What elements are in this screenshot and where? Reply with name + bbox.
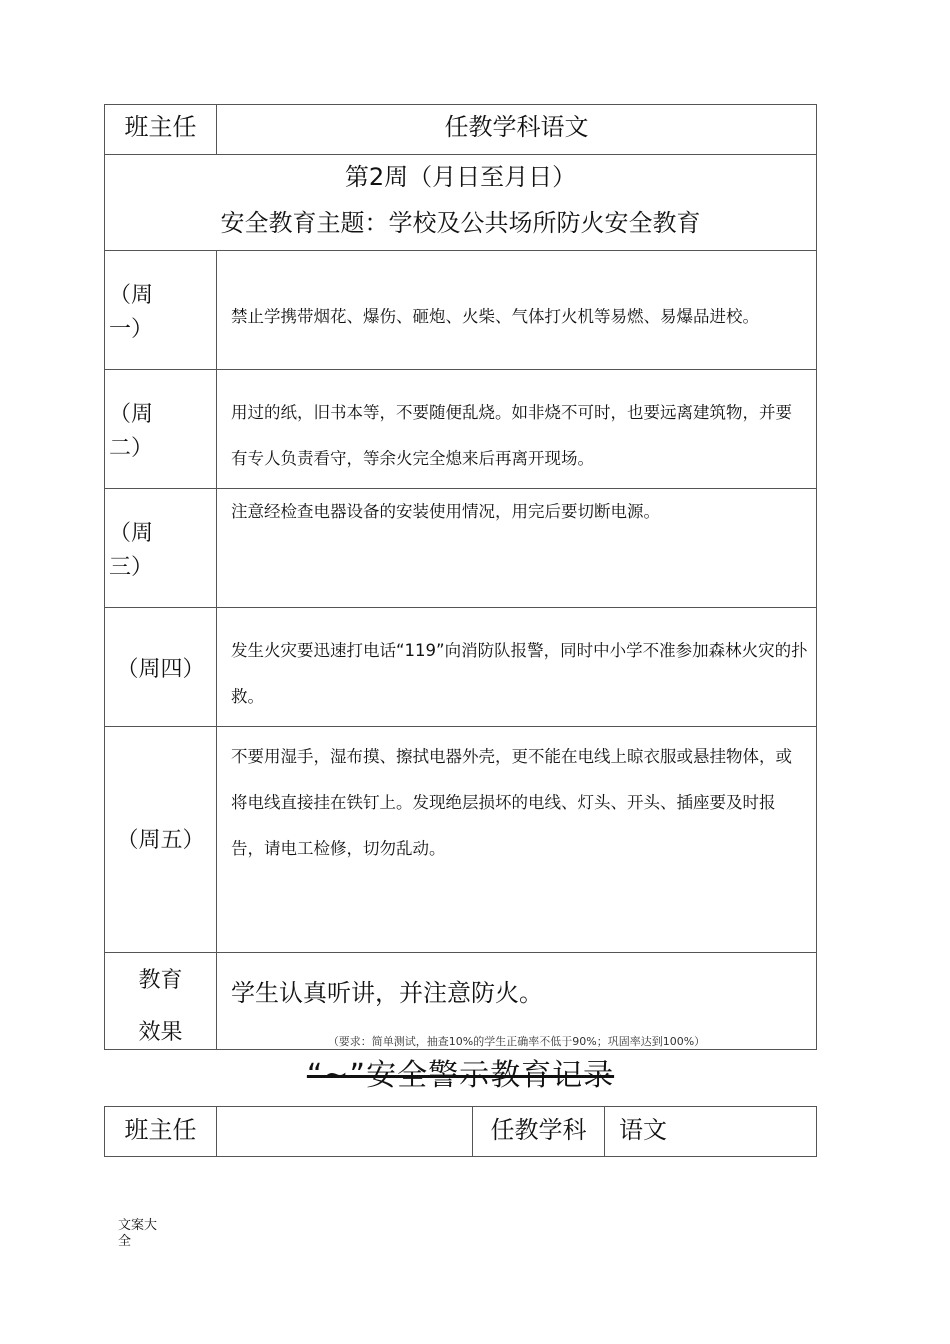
week-row	[105, 155, 816, 251]
day-content: 发生火灾要迅速打电话“119”向消防队报警，同时中小学不准参加森林火灾的扑救。	[231, 641, 808, 706]
effect-content: 学生认真听讲，并注意防火。	[231, 979, 543, 1007]
footer-line-1: 文案大	[118, 1218, 158, 1233]
record-heading: “~”安全警示教育记录	[306, 1058, 615, 1093]
effect-row	[105, 953, 816, 1049]
day-row-thu	[105, 608, 816, 727]
footer-line-2: 全	[118, 1234, 132, 1249]
footer-text	[118, 1218, 157, 1250]
safety-theme: 安全教育主题：学校及公共场所防火安全教育	[220, 209, 701, 237]
day-label: （周四）	[116, 657, 205, 682]
day-row-fri	[105, 727, 816, 953]
effect-label-line2: 效果	[138, 1020, 183, 1045]
day-content: 禁止学携带烟花、爆伤、砸炮、火柴、气体打火机等易燃、易爆品进校。	[231, 307, 759, 326]
subject-label: 任教学科	[490, 1116, 587, 1144]
second-table	[104, 1106, 817, 1157]
teacher-label: 班主任	[124, 113, 197, 141]
day-content: 不要用湿手，湿布摸、擦拭电器外壳，更不能在电线上晾衣服或悬挂物体，或将电线直接挂在铁钉上。发现绝层损坏的电线、灯头、开头、插座要及时报告，请电工检修，切勿乱动。	[231, 747, 792, 858]
effect-label-line1: 教育	[138, 968, 183, 993]
day-content: 用过的纸，旧书本等，不要随便乱烧。如非烧不可时，也要远离建筑物，并要有专人负责看守，等余火完全熄来后再离开现场。	[231, 403, 792, 468]
teacher-label: 班主任	[124, 1116, 197, 1144]
day-label: （周二）	[109, 402, 154, 461]
effect-requirement-note: （要求：简单测试，抽查10%的学生正确率不低于90%；巩固率达到100%）	[327, 1035, 706, 1048]
day-row-wed	[105, 489, 816, 608]
safety-record-table	[104, 104, 817, 1050]
day-row-tue	[105, 370, 816, 489]
day-content: 注意经检查电器设备的安装使用情况，用完后要切断电源。	[231, 502, 660, 521]
subject-cell: 任教学科语文	[444, 113, 589, 141]
day-label: （周一）	[109, 283, 154, 342]
day-label: （周五）	[116, 828, 205, 853]
header-row	[105, 105, 816, 155]
subject-value: 语文	[619, 1116, 667, 1144]
day-row-mon	[105, 251, 816, 370]
day-label: （周三）	[109, 521, 154, 580]
week-title: 第2周（月日至月日）	[344, 163, 577, 191]
